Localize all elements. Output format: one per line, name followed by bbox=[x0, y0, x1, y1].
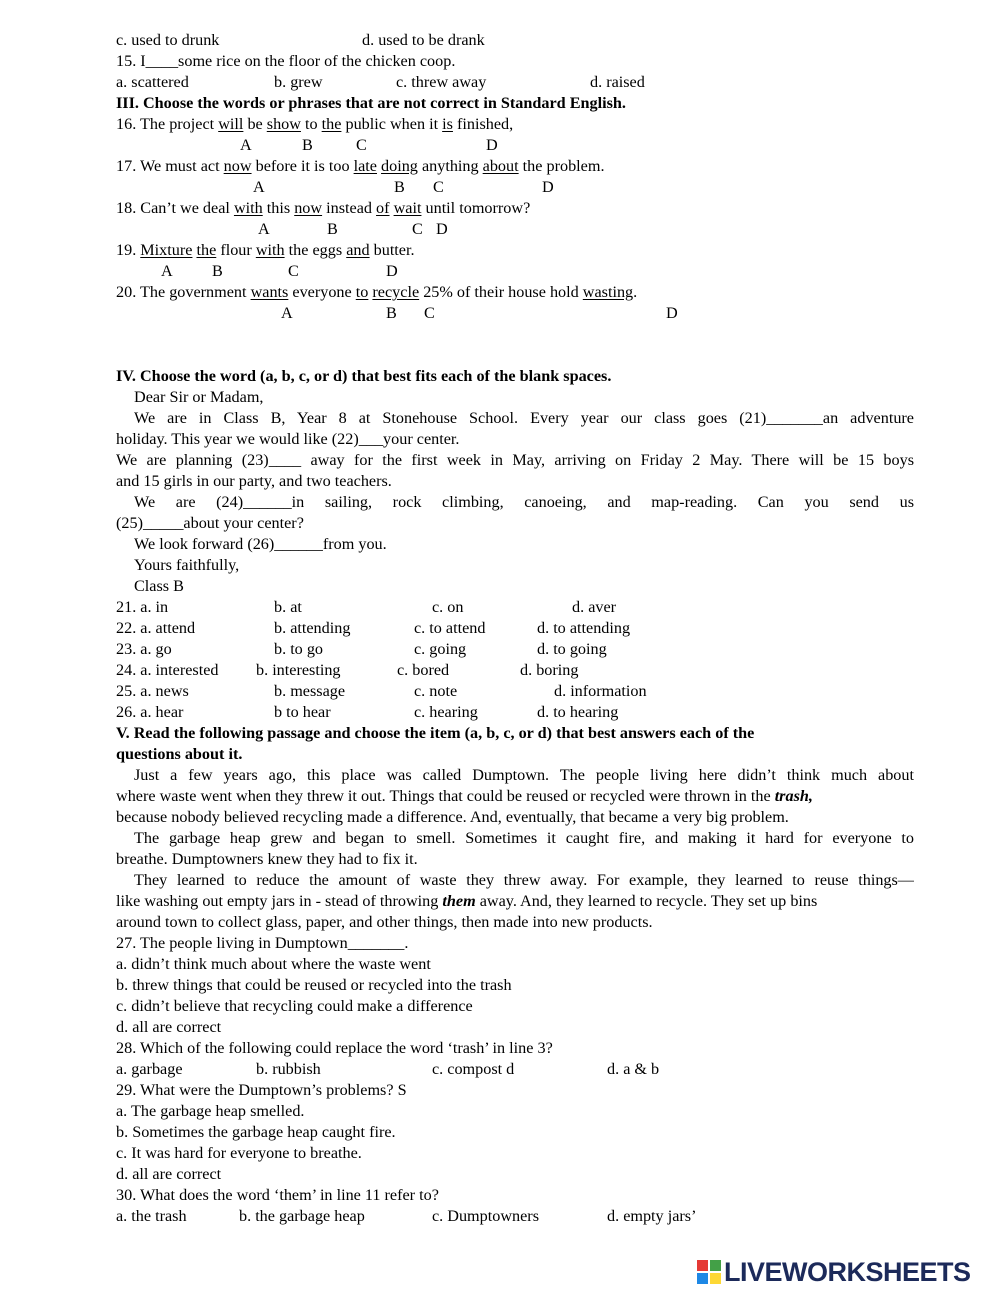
q14-option-c: c. used to drunk bbox=[116, 31, 220, 49]
passage-line-6: They learned to reduce the amount of waste they threw away. For example, they learned to reuse things— bbox=[134, 871, 914, 889]
letter-paragraph-3-line-2: (25)_____about your center? bbox=[116, 514, 304, 532]
cube-icon-square bbox=[710, 1273, 721, 1284]
q19-text: the eggs bbox=[284, 241, 347, 259]
q26-option-d: d. to hearing bbox=[537, 703, 619, 721]
q20-letters bbox=[116, 303, 914, 324]
q16-text: public when it bbox=[341, 115, 443, 133]
q16-text: finished, bbox=[452, 115, 514, 133]
q25-options bbox=[116, 681, 914, 702]
q19-text: flour bbox=[216, 241, 256, 259]
q30-stem: 30. What does the word ‘them’ in line 11 refer to? bbox=[116, 1186, 439, 1204]
q30-option-b: b. the garbage heap bbox=[239, 1207, 365, 1225]
cube-icon-square bbox=[697, 1273, 708, 1284]
q18-sentence bbox=[116, 198, 914, 219]
q26-option-a: 26. a. hear bbox=[116, 703, 184, 721]
q20-text: . bbox=[633, 283, 638, 301]
q18-letter-c: C bbox=[412, 220, 423, 238]
passage-line-2 bbox=[116, 786, 914, 807]
q23-option-d: d. to going bbox=[537, 640, 607, 658]
spacer bbox=[116, 324, 914, 366]
q20-text: 25% of their house hold bbox=[419, 283, 583, 301]
letter-paragraph-2-line-2: and 15 girls in our party, and two teachers. bbox=[116, 472, 392, 490]
q15-stem: 15. I____some rice on the floor of the chicken coop. bbox=[116, 52, 456, 70]
q17-underline-c: doing bbox=[381, 157, 418, 175]
q15-option-a: a. scattered bbox=[116, 73, 189, 91]
section5-title-line-1: V. Read the following passage and choose the item (a, b, c, or d) that best answers each of the bbox=[116, 724, 755, 742]
q25-option-a: 25. a. news bbox=[116, 682, 189, 700]
cube-icon-square bbox=[697, 1260, 708, 1271]
q22-option-c: c. to attend bbox=[414, 619, 486, 637]
q24-options bbox=[116, 660, 914, 681]
q28-stem: 28. Which of the following could replace the word ‘trash’ in line 3? bbox=[116, 1039, 553, 1057]
letter-paragraph-2-line-1: We are planning (23)____ away for the first week in May, arriving on Friday 2 May. There will be 15 boys bbox=[116, 451, 914, 469]
q21-option-a: 21. a. in bbox=[116, 598, 169, 616]
q25-option-b: b. message bbox=[274, 682, 346, 700]
q17-letters bbox=[116, 177, 914, 198]
q20-underline-a: wants bbox=[250, 283, 289, 301]
q20-letter-b: B bbox=[386, 304, 397, 322]
q21-option-c: c. on bbox=[432, 598, 464, 616]
q28-option-d: d. a & b bbox=[607, 1060, 660, 1078]
q19-letter-d: D bbox=[386, 262, 398, 280]
q18-underline-a: with bbox=[233, 199, 263, 217]
logo-text: LIVEWORKSHEETS bbox=[724, 1256, 971, 1287]
q18-text: 18. Can’t we deal bbox=[116, 199, 234, 217]
q16-underline-d: is bbox=[442, 115, 453, 133]
letter-paragraph-1-line-2: holiday. This year we would like (22)___your center. bbox=[116, 430, 460, 448]
passage-emphasis-trash: trash, bbox=[774, 787, 813, 805]
q20-letter-c: C bbox=[424, 304, 435, 322]
q14-option-d: d. used to be drank bbox=[362, 31, 485, 49]
q17-letter-d: D bbox=[542, 178, 554, 196]
q21-option-b: b. at bbox=[274, 598, 302, 616]
q18-text: until tomorrow? bbox=[421, 199, 531, 217]
q29-option-d: d. all are correct bbox=[116, 1165, 222, 1183]
section3-title: III. Choose the words or phrases that are not correct in Standard English. bbox=[116, 94, 626, 112]
cube-icon bbox=[697, 1260, 721, 1284]
q17-letter-c: C bbox=[433, 178, 444, 196]
q29-option-a: a. The garbage heap smelled. bbox=[116, 1102, 305, 1120]
q18-letters bbox=[116, 219, 914, 240]
q16-text: be bbox=[243, 115, 267, 133]
passage-line-5: breathe. Dumptowners knew they had to fix it. bbox=[116, 850, 418, 868]
q23-option-a: 23. a. go bbox=[116, 640, 172, 658]
q28-option-c: c. compost d bbox=[432, 1060, 515, 1078]
q25-option-d: d. information bbox=[554, 682, 647, 700]
q16-text: to bbox=[300, 115, 322, 133]
q19-text: 19. bbox=[116, 241, 141, 259]
q24-option-b: b. interesting bbox=[256, 661, 341, 679]
q18-letter-d: D bbox=[436, 220, 448, 238]
q17-letter-a: A bbox=[253, 178, 265, 196]
q19-underline-a: Mixture bbox=[140, 241, 193, 259]
q16-text: 16. The project bbox=[116, 115, 219, 133]
q30-options bbox=[116, 1206, 914, 1227]
q16-sentence bbox=[116, 114, 914, 135]
q17-text: before it is too bbox=[251, 157, 354, 175]
section4-title: IV. Choose the word (a, b, c, or d) that best fits each of the blank spaces. bbox=[116, 367, 612, 385]
q18-underline-c: of bbox=[376, 199, 390, 217]
q30-option-d: d. empty jars’ bbox=[607, 1207, 697, 1225]
q20-underline-b: to bbox=[355, 283, 369, 301]
q29-option-c: c. It was hard for everyone to breathe. bbox=[116, 1144, 362, 1162]
q16-letter-b: B bbox=[302, 136, 313, 154]
q25-option-c: c. note bbox=[414, 682, 458, 700]
section5-title-line-2: questions about it. bbox=[116, 745, 243, 763]
passage-line-8: around town to collect glass, paper, and other things, then made into new products. bbox=[116, 913, 653, 931]
q20-underline-c: recycle bbox=[372, 283, 420, 301]
passage-line-7 bbox=[116, 891, 914, 912]
worksheet-page bbox=[116, 30, 914, 1227]
q19-underline-c: with bbox=[255, 241, 285, 259]
q27-option-b: b. threw things that could be reused or recycled into the trash bbox=[116, 976, 512, 994]
q16-underline-a: will bbox=[218, 115, 244, 133]
letter-paragraph-3-line-1: We are (24)______in sailing, rock climbing, canoeing, and map-reading. Can you send us bbox=[134, 493, 914, 511]
q17-text: anything bbox=[417, 157, 483, 175]
q21-options bbox=[116, 597, 914, 618]
q27-option-a: a. didn’t think much about where the waste went bbox=[116, 955, 431, 973]
q18-underline-b: now bbox=[294, 199, 323, 217]
q28-option-a: a. garbage bbox=[116, 1060, 183, 1078]
q17-sentence bbox=[116, 156, 914, 177]
q22-options bbox=[116, 618, 914, 639]
q14-options bbox=[116, 30, 914, 51]
q16-underline-b: show bbox=[266, 115, 301, 133]
q16-letter-c: C bbox=[356, 136, 367, 154]
q19-underline-d: and bbox=[346, 241, 370, 259]
q20-letter-a: A bbox=[281, 304, 293, 322]
q26-options bbox=[116, 702, 914, 723]
q15-option-c: c. threw away bbox=[396, 73, 487, 91]
passage-line-4: The garbage heap grew and began to smell. Sometimes it caught fire, and making it hard for everyone to bbox=[134, 829, 914, 847]
q17-underline-a: now bbox=[223, 157, 252, 175]
q19-text: butter. bbox=[369, 241, 415, 259]
q17-letter-b: B bbox=[394, 178, 405, 196]
passage-text: where waste went when they threw it out. Things that could be reused or recycled were thrown in the bbox=[116, 787, 775, 805]
q23-option-c: c. going bbox=[414, 640, 467, 658]
q20-underline-d: wasting bbox=[582, 283, 634, 301]
q23-option-b: b. to go bbox=[274, 640, 324, 658]
q17-text: 17. We must act bbox=[116, 157, 224, 175]
q24-option-a: 24. a. interested bbox=[116, 661, 219, 679]
q29-option-b: b. Sometimes the garbage heap caught fire. bbox=[116, 1123, 396, 1141]
q19-sentence bbox=[116, 240, 914, 261]
q30-option-c: c. Dumptowners bbox=[432, 1207, 539, 1225]
passage-text: away. And, they learned to recycle. They set up bins bbox=[475, 892, 818, 910]
q29-stem: 29. What were the Dumptown’s problems? S bbox=[116, 1081, 407, 1099]
q26-option-b: b to hear bbox=[274, 703, 331, 721]
letter-paragraph-4: We look forward (26)______from you. bbox=[134, 535, 387, 553]
q22-option-a: 22. a. attend bbox=[116, 619, 196, 637]
passage-text: like washing out empty jars in - stead of throwing bbox=[116, 892, 443, 910]
q17-text: the problem. bbox=[518, 157, 605, 175]
q20-sentence bbox=[116, 282, 914, 303]
q18-letter-a: A bbox=[258, 220, 270, 238]
q16-underline-c: the bbox=[321, 115, 342, 133]
q24-option-c: c. bored bbox=[397, 661, 450, 679]
q18-text: this bbox=[262, 199, 295, 217]
q28-options bbox=[116, 1059, 914, 1080]
passage-emphasis-them: them bbox=[442, 892, 476, 910]
q17-underline-b: late bbox=[353, 157, 377, 175]
q27-stem: 27. The people living in Dumptown_______. bbox=[116, 934, 409, 952]
q19-letter-c: C bbox=[288, 262, 299, 280]
q27-option-d: d. all are correct bbox=[116, 1018, 222, 1036]
q16-letter-d: D bbox=[486, 136, 498, 154]
q18-underline-d: wait bbox=[393, 199, 422, 217]
q22-option-b: b. attending bbox=[274, 619, 351, 637]
q16-letters bbox=[116, 135, 914, 156]
q16-letter-a: A bbox=[240, 136, 252, 154]
q20-text: 20. The government bbox=[116, 283, 251, 301]
q20-text: everyone bbox=[288, 283, 356, 301]
cube-icon-square bbox=[710, 1260, 721, 1271]
q26-option-c: c. hearing bbox=[414, 703, 478, 721]
passage-line-1: Just a few years ago, this place was called Dumptown. The people living here didn’t think much about bbox=[134, 766, 914, 784]
q15-option-b: b. grew bbox=[274, 73, 323, 91]
q19-underline-b: the bbox=[196, 241, 217, 259]
q23-options bbox=[116, 639, 914, 660]
q22-option-d: d. to attending bbox=[537, 619, 631, 637]
passage-line-3: because nobody believed recycling made a difference. And, eventually, that became a very big problem. bbox=[116, 808, 789, 826]
q20-letter-d: D bbox=[666, 304, 678, 322]
letter-paragraph-1-line-1: We are in Class B, Year 8 at Stonehouse School. Every year our class goes (21)_______an adventure bbox=[134, 409, 914, 427]
q15-options bbox=[116, 72, 914, 93]
q24-option-d: d. boring bbox=[520, 661, 579, 679]
q19-letter-a: A bbox=[161, 262, 173, 280]
letter-closing: Yours faithfully, bbox=[134, 556, 240, 574]
q30-option-a: a. the trash bbox=[116, 1207, 187, 1225]
q21-option-d: d. aver bbox=[572, 598, 617, 616]
q19-letter-b: B bbox=[212, 262, 223, 280]
liveworksheets-logo[interactable] bbox=[697, 1257, 971, 1287]
q18-letter-b: B bbox=[327, 220, 338, 238]
q28-option-b: b. rubbish bbox=[256, 1060, 321, 1078]
q18-text: instead bbox=[322, 199, 377, 217]
q17-underline-d: about bbox=[482, 157, 519, 175]
q27-option-c: c. didn’t believe that recycling could make a difference bbox=[116, 997, 473, 1015]
q15-option-d: d. raised bbox=[590, 73, 645, 91]
letter-signature: Class B bbox=[134, 577, 184, 595]
q19-letters bbox=[116, 261, 914, 282]
letter-salutation: Dear Sir or Madam, bbox=[134, 388, 264, 406]
